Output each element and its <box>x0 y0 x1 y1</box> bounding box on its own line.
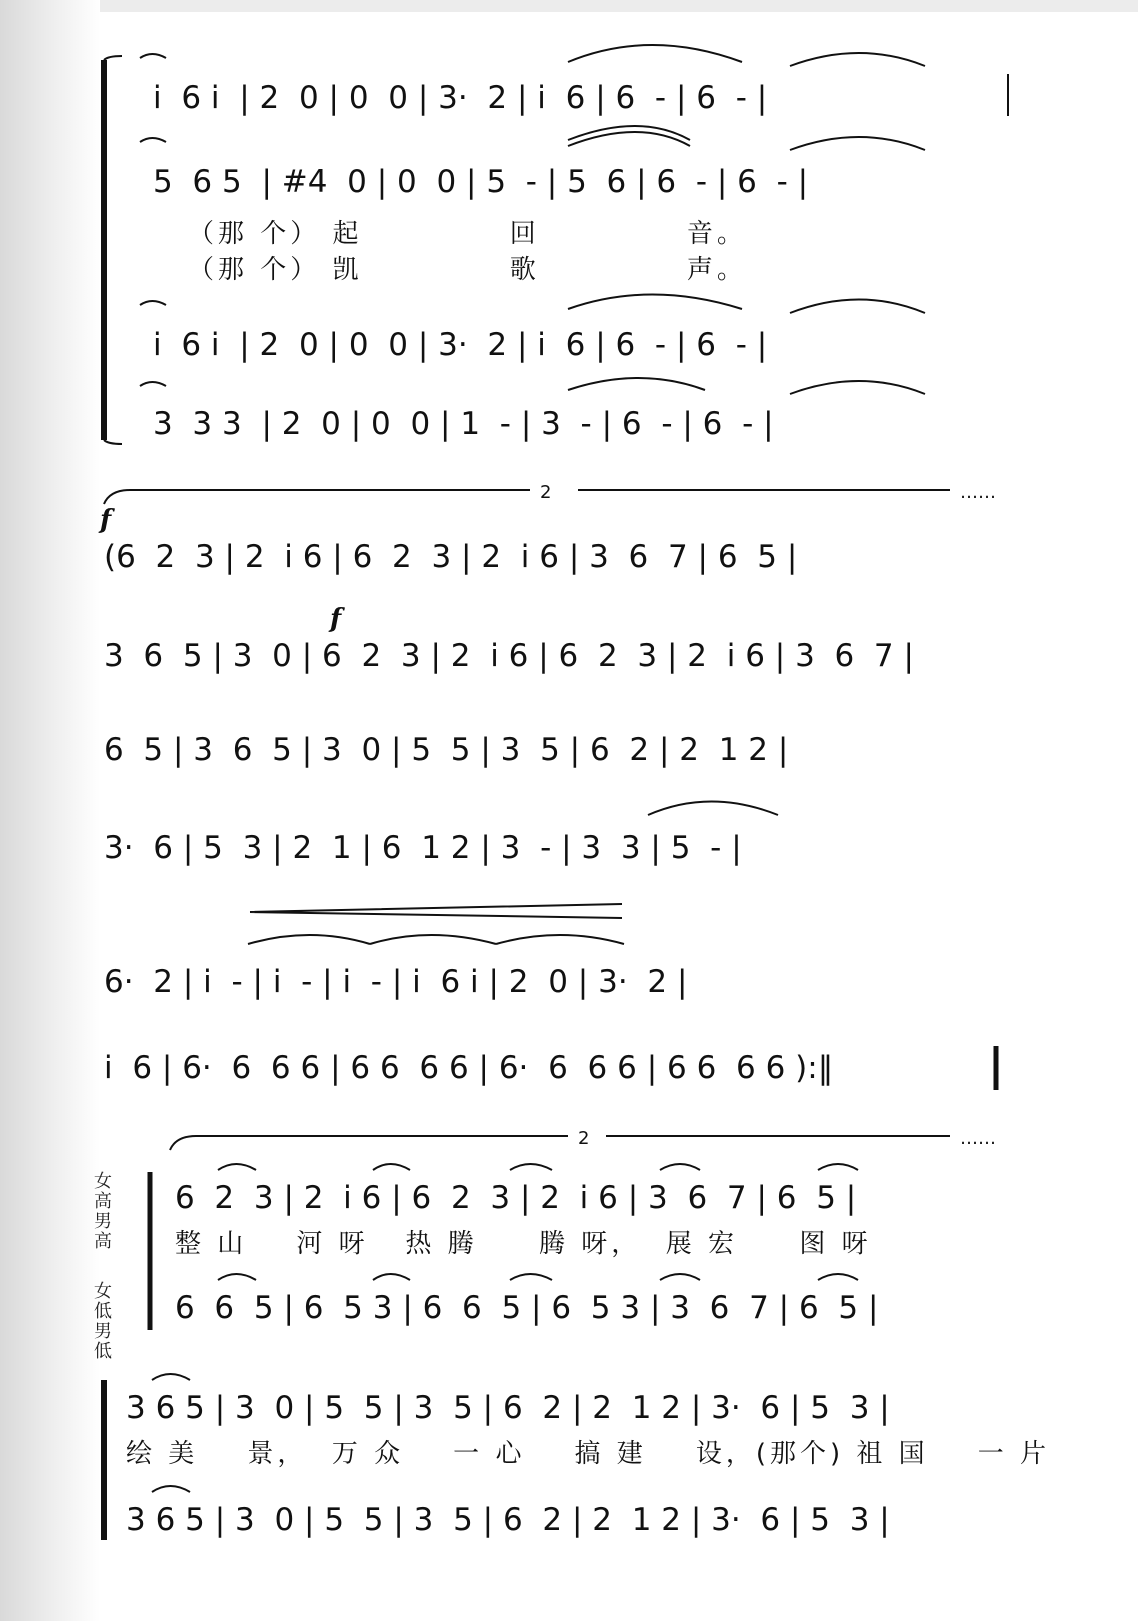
slur <box>140 301 166 305</box>
slur <box>248 935 370 944</box>
voice-label-lower-text: 女低 男低 <box>94 1281 112 1362</box>
slur <box>152 1374 190 1380</box>
lyric-text: 绘 美 景， 万 众 一 心 搞 建 设，(那个) 祖 国 一 片 <box>126 1439 1050 1469</box>
slur <box>140 382 166 386</box>
slur <box>140 138 166 142</box>
slur <box>510 1164 552 1170</box>
staff-text: 3 3 3 | 2 0 | 0 0 | 1 - | 3 - | 6 - | 6 - | <box>153 406 774 442</box>
staff-text: 6 5 | 3 6 5 | 3 0 | 5 5 | 3 5 | 6 2 | 2 1 2 | <box>104 732 789 768</box>
hairpin <box>250 904 622 918</box>
staff-text: 3· 6 | 5 3 | 2 1 | 6 1 2 | 3 - | 3 3 | 5 - | <box>104 830 742 866</box>
slur <box>568 295 742 310</box>
staff-text: i 6 i | 2 0 | 0 0 | 3· 2 | i 6 | 6 - | 6 - | <box>153 327 768 363</box>
slur <box>496 935 624 944</box>
slur <box>790 381 925 394</box>
lyric-text: （那 个） 起 回 音。 <box>188 219 747 249</box>
slur <box>790 53 925 66</box>
staff-text: i 6 | 6· 6 6 6 | 6 6 6 6 | 6· 6 6 6 | 6 6 6 6 ):‖ <box>104 1050 834 1086</box>
staff-text: 6 6 5 | 6 5 3 | 6 6 5 | 6 5 3 | 3 6 7 | 6 5 | <box>175 1290 879 1326</box>
slur <box>648 802 778 816</box>
slur <box>218 1164 256 1170</box>
slur <box>373 1164 410 1170</box>
slur <box>660 1164 700 1170</box>
slur <box>818 1274 858 1280</box>
slur <box>218 1274 256 1280</box>
slur <box>152 1486 190 1492</box>
staff-text: i 6 i | 2 0 | 0 0 | 3· 2 | i 6 | 6 - | 6 - | <box>153 80 768 116</box>
slur <box>568 45 742 62</box>
volta-line <box>170 1136 950 1150</box>
volta-number: 2 <box>578 1128 590 1149</box>
volta-dots: …… <box>960 1128 996 1149</box>
slur <box>790 137 925 150</box>
staff-text: 3 6 5 | 3 0 | 6 2 3 | 2 i 6 | 6 2 3 | 2 i 6 | 3 6 7 | <box>104 638 914 674</box>
volta-dots: …… <box>960 482 996 503</box>
staff-text: (6 2 3 | 2 i 6 | 6 2 3 | 2 i 6 | 3 6 7 | 6 5 | <box>104 539 798 575</box>
volta-number: 2 <box>540 482 552 503</box>
slur <box>660 1274 700 1280</box>
slur <box>370 935 496 944</box>
staff-text: 5 6 5 | #4 0 | 0 0 | 5 - | 5 6 | 6 - | 6 - | <box>153 164 809 200</box>
slur <box>510 1274 552 1280</box>
staff-text: 3 6 5 | 3 0 | 5 5 | 3 5 | 6 2 | 2 1 2 | 3· 6 | 5 3 | <box>126 1390 890 1426</box>
slur <box>373 1274 410 1280</box>
voice-label-upper-text: 女高 男高 <box>94 1171 112 1252</box>
volta-line <box>104 490 950 504</box>
slur <box>568 378 705 390</box>
dynamic-forte: f <box>100 505 112 535</box>
slur <box>790 300 925 314</box>
lyric-text: 整 山 河 呀 热 腾 腾 呀， 展 宏 图 呀 <box>175 1229 872 1259</box>
staff-text: 6· 2 | i - | i - | i - | i 6 i | 2 0 | 3· 2 | <box>104 964 688 1000</box>
lyric-text: （那 个） 凯 歌 声。 <box>188 255 747 285</box>
staff-text: 6 2 3 | 2 i 6 | 6 2 3 | 2 i 6 | 3 6 7 | 6 5 | <box>175 1180 857 1216</box>
staff-text: 3 6 5 | 3 0 | 5 5 | 3 5 | 6 2 | 2 1 2 | 3· 6 | 5 3 | <box>126 1502 890 1538</box>
dynamic-forte: f <box>330 604 342 634</box>
slur <box>818 1164 858 1170</box>
slur <box>140 54 166 58</box>
